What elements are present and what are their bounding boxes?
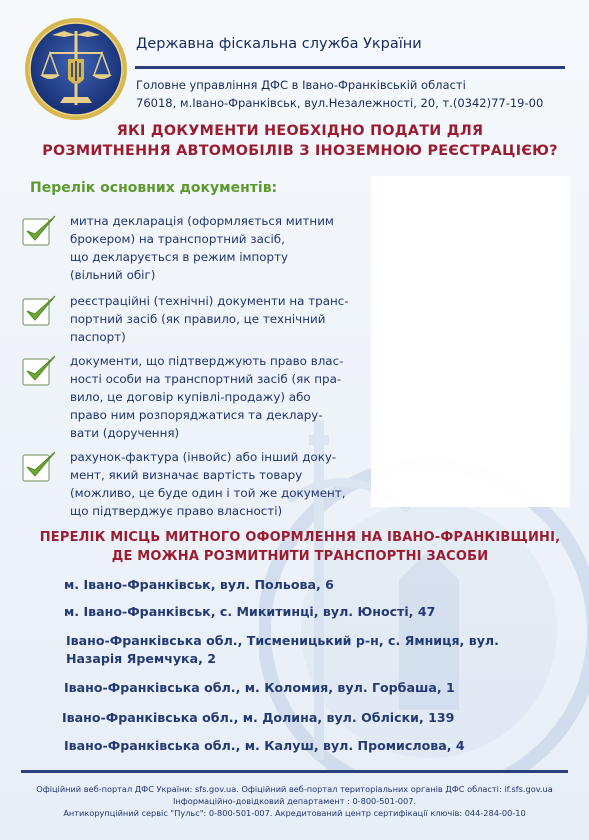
places-heading-line-2: ДЕ МОЖНА РОЗМИТНИТИ ТРАНСПОРТНІ ЗАСОБИ	[111, 549, 489, 564]
document-item-text	[70, 212, 334, 284]
document-item-line: право ним розпоряджатися та деклару-	[70, 408, 323, 422]
customs-place-line: Івано-Франківська обл., м. Коломия, вул. Горбаша, 1	[64, 680, 455, 695]
document-item-line: ності особи на транспортний засіб (як пра-	[70, 372, 342, 386]
header	[0, 0, 589, 118]
blank-white-panel	[371, 176, 570, 507]
customs-place-line: Івано-Франківська обл., м. Калуш, вул. Промислова, 4	[64, 738, 465, 753]
document-item-line: (можливо, це буде один і той же документ,	[70, 486, 346, 500]
green-checkmark-icon	[22, 214, 58, 246]
document-item-text	[70, 448, 346, 520]
footer-line-1: Офіційний веб-портал ДФС України: sfs.gov.ua. Офіційний веб-портал територіальних органів ДФС області: if.sfs.gov.ua	[36, 784, 553, 794]
main-title	[0, 121, 589, 161]
document-item-line: митна декларація (оформляється митним	[70, 214, 334, 228]
document-item-line: реєстраційні (технічні) документи на транс-	[70, 294, 349, 308]
document-item-line: (вільний обіг)	[70, 268, 156, 282]
fiscal-service-emblem-icon	[24, 17, 128, 121]
document-item-line: портний засіб (як правило, це технічний	[70, 312, 326, 326]
document-item-line: документи, що підтверджують право влас-	[70, 354, 344, 368]
document-item-line: що підтверджує право власності)	[70, 504, 283, 518]
green-checkmark-icon	[22, 294, 58, 326]
department-info	[136, 76, 543, 112]
customs-place-line: Івано-Франківська обл., Тисменицький р-н, с. Ямниця, вул.	[66, 633, 499, 648]
footer-line-2: Інформаційно-довідковий департамент : 0-800-501-007.	[172, 796, 417, 806]
customs-place-line: Івано-Франківська обл., м. Долина, вул. Обліски, 139	[62, 710, 455, 725]
agency-name: Державна фіскальна служба України	[136, 36, 422, 52]
document-item-line: паспорт)	[70, 330, 126, 344]
places-heading-line-1: ПЕРЕЛІК МІСЦЬ МИТНОГО ОФОРМЛЕННЯ НА ІВАНО-ФРАНКІВЩИНІ,	[39, 530, 561, 545]
document-item-line: вило, це договір купівлі-продажу) або	[70, 390, 311, 404]
green-checkmark-icon	[22, 354, 58, 386]
main-title-line-1: ЯКІ ДОКУМЕНТИ НЕОБХІДНО ПОДАТИ ДЛЯ	[116, 123, 484, 139]
main-title-line-2: РОЗМИТНЕННЯ АВТОМОБІЛІВ З ІНОЗЕМНОЮ РЕЄСТРАЦІЄЮ?	[42, 143, 558, 159]
customs-place-item	[64, 576, 334, 594]
document-item-line: вати (доручення)	[70, 426, 180, 440]
document-item-line: брокером) на транспортний засіб,	[70, 232, 285, 246]
document-item-line: рахунок-фактура (інвойс) або інший доку-	[70, 450, 337, 464]
customs-place-line: Назарія Яремчука, 2	[66, 651, 217, 666]
documents-heading: Перелік основних документів:	[30, 180, 278, 196]
footer-line-3: Антикорупційний сервіс "Пульс": 0-800-501-007. Акредитований центр сертифікації ключів: 044-284-00-10	[63, 808, 526, 818]
header-divider	[135, 66, 565, 69]
footer	[0, 783, 589, 819]
green-checkmark-icon	[22, 450, 58, 482]
customs-place-line: м. Івано-Франківськ, вул. Польова, 6	[64, 577, 334, 592]
document-item-text	[70, 292, 349, 346]
footer-divider	[21, 770, 568, 773]
document-item-line: мент, який визначає вартість товару	[70, 468, 303, 482]
customs-place-item	[66, 632, 499, 668]
department-name: Головне управління ДФС в Івано-Франківській області	[136, 78, 466, 92]
customs-place-item	[64, 737, 465, 755]
customs-place-item	[62, 709, 454, 727]
customs-place-line: м. Івано-Франківськ, с. Микитинці, вул. Юності, 47	[64, 604, 436, 619]
customs-place-item	[64, 603, 435, 621]
department-address: 76018, м.Івано-Франківськ, вул.Незалежності, 20, т.(0342)77-19-00	[136, 96, 544, 110]
customs-place-item	[64, 679, 455, 697]
document-item-line: що декларується в режим імпорту	[70, 250, 289, 264]
document-item-text	[70, 352, 343, 442]
places-heading	[0, 528, 589, 566]
